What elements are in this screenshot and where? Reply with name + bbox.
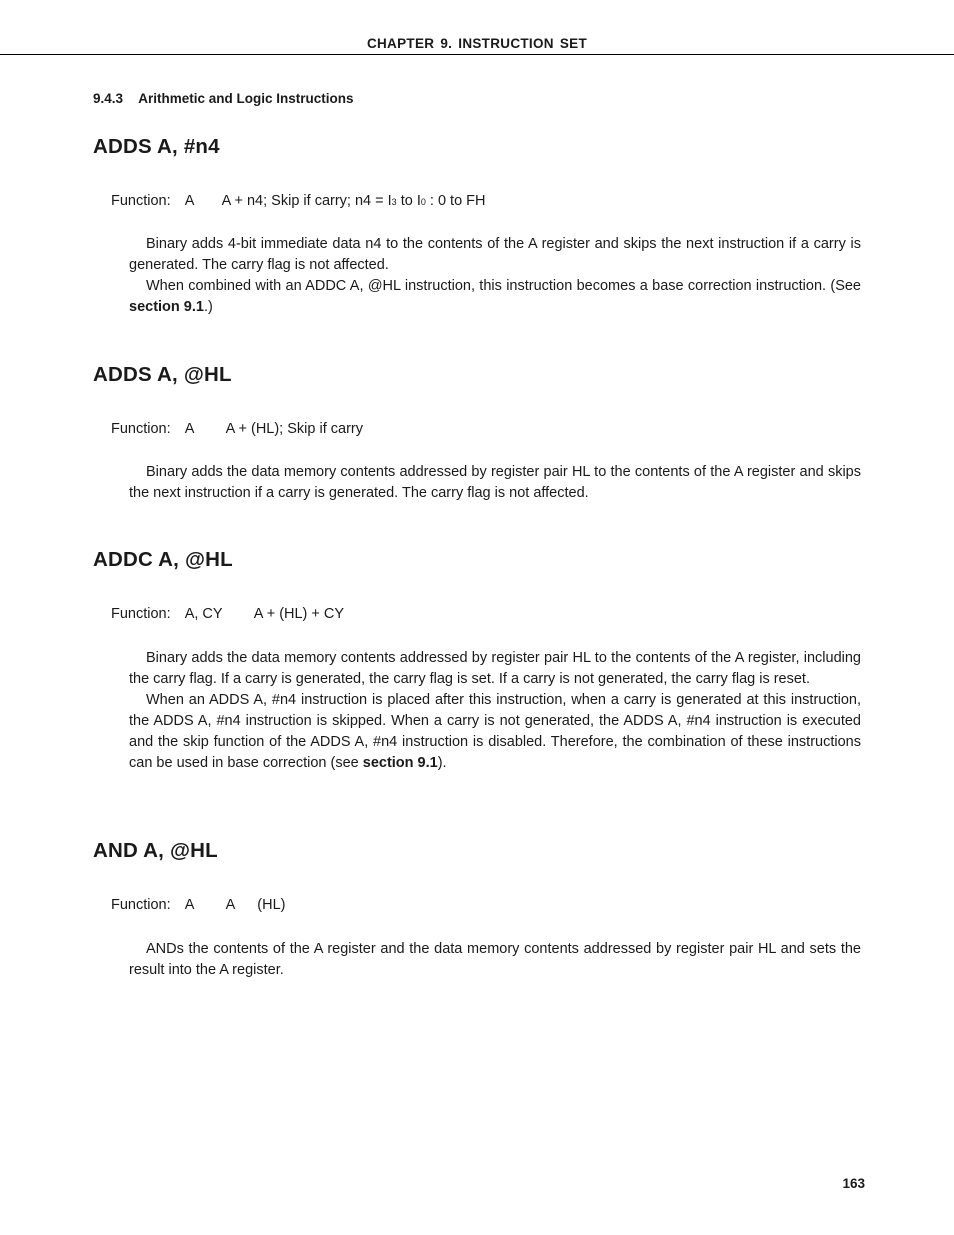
section-title: AND A, @HL [93, 839, 218, 862]
subsection-heading [93, 91, 354, 106]
section-reference: section 9.1 [362, 755, 438, 771]
section-body [129, 462, 861, 504]
function-expression: A + (HL); Skip if carry [225, 421, 363, 437]
function-line [111, 896, 285, 914]
paragraph: Binary adds the data memory contents addressed by register pair HL to the contents of the A register and skips the next instruction if a carry is generated. The carry flag is not affected. [129, 464, 861, 501]
function-destination: A [184, 193, 195, 209]
function-expression: A + (HL) + CY [253, 606, 345, 622]
function-label: Function: [111, 421, 171, 437]
section-title: ADDS A, @HL [93, 363, 232, 386]
function-label: Function: [111, 193, 171, 209]
header-rule [0, 54, 954, 55]
function-destination: A [184, 421, 195, 437]
section-body [129, 234, 861, 318]
function-expression: A + n4; Skip if carry; n4 = I3 to I0 : 0 to FH [221, 193, 486, 209]
paragraph: Binary adds the data memory contents addressed by register pair HL to the contents of the A register, including the carry flag. If a carry is generated, the carry flag is set. If a carry is not generated, the carry flag is reset. [129, 650, 861, 687]
section-adds-a-n4 [93, 134, 861, 315]
paragraph: When an ADDS A, #n4 instruction is placed after this instruction, when a carry is generated at this instruction, the ADDS A, #n4 instruction is skipped. When a carry is not generated, the ADDS A, #n4 instruction is executed and the skip function of the ADDS A, #n4 instruction is disabled. Therefore, the combination of these instructions can be used in base correction (see section 9.1). [129, 692, 861, 771]
function-label: Function: [111, 897, 171, 913]
function-line [111, 420, 363, 438]
function-destination: A [184, 897, 195, 913]
subsection-number: 9.4.3 [93, 91, 124, 106]
section-and-a-hl [93, 838, 861, 978]
section-body [129, 648, 861, 774]
function-expression: A (HL) [225, 897, 286, 913]
section-adds-a-hl [93, 362, 861, 501]
running-head: CHAPTER 9. INSTRUCTION SET [366, 36, 588, 51]
paragraph: When combined with an ADDC A, @HL instruction, this instruction becomes a base correction instruction. (See section 9.1.) [129, 278, 861, 315]
paragraph: ANDs the contents of the A register and the data memory contents addressed by register pair HL and sets the result into the A register. [129, 941, 861, 978]
section-body [129, 939, 861, 981]
subsection-title: Arithmetic and Logic Instructions [138, 91, 354, 106]
function-label: Function: [111, 606, 171, 622]
section-addc-a-hl [93, 547, 861, 771]
page-number: 163 [842, 1176, 865, 1191]
section-reference: section 9.1 [129, 299, 204, 315]
function-line [111, 192, 486, 211]
paragraph: Binary adds 4-bit immediate data n4 to the contents of the A register and skips the next instruction if a carry is generated. The carry flag is not affected. [129, 236, 861, 273]
function-line [111, 605, 344, 623]
function-destination: A, CY [184, 606, 223, 622]
section-title: ADDS A, #n4 [93, 135, 220, 158]
section-title: ADDC A, @HL [93, 548, 233, 571]
